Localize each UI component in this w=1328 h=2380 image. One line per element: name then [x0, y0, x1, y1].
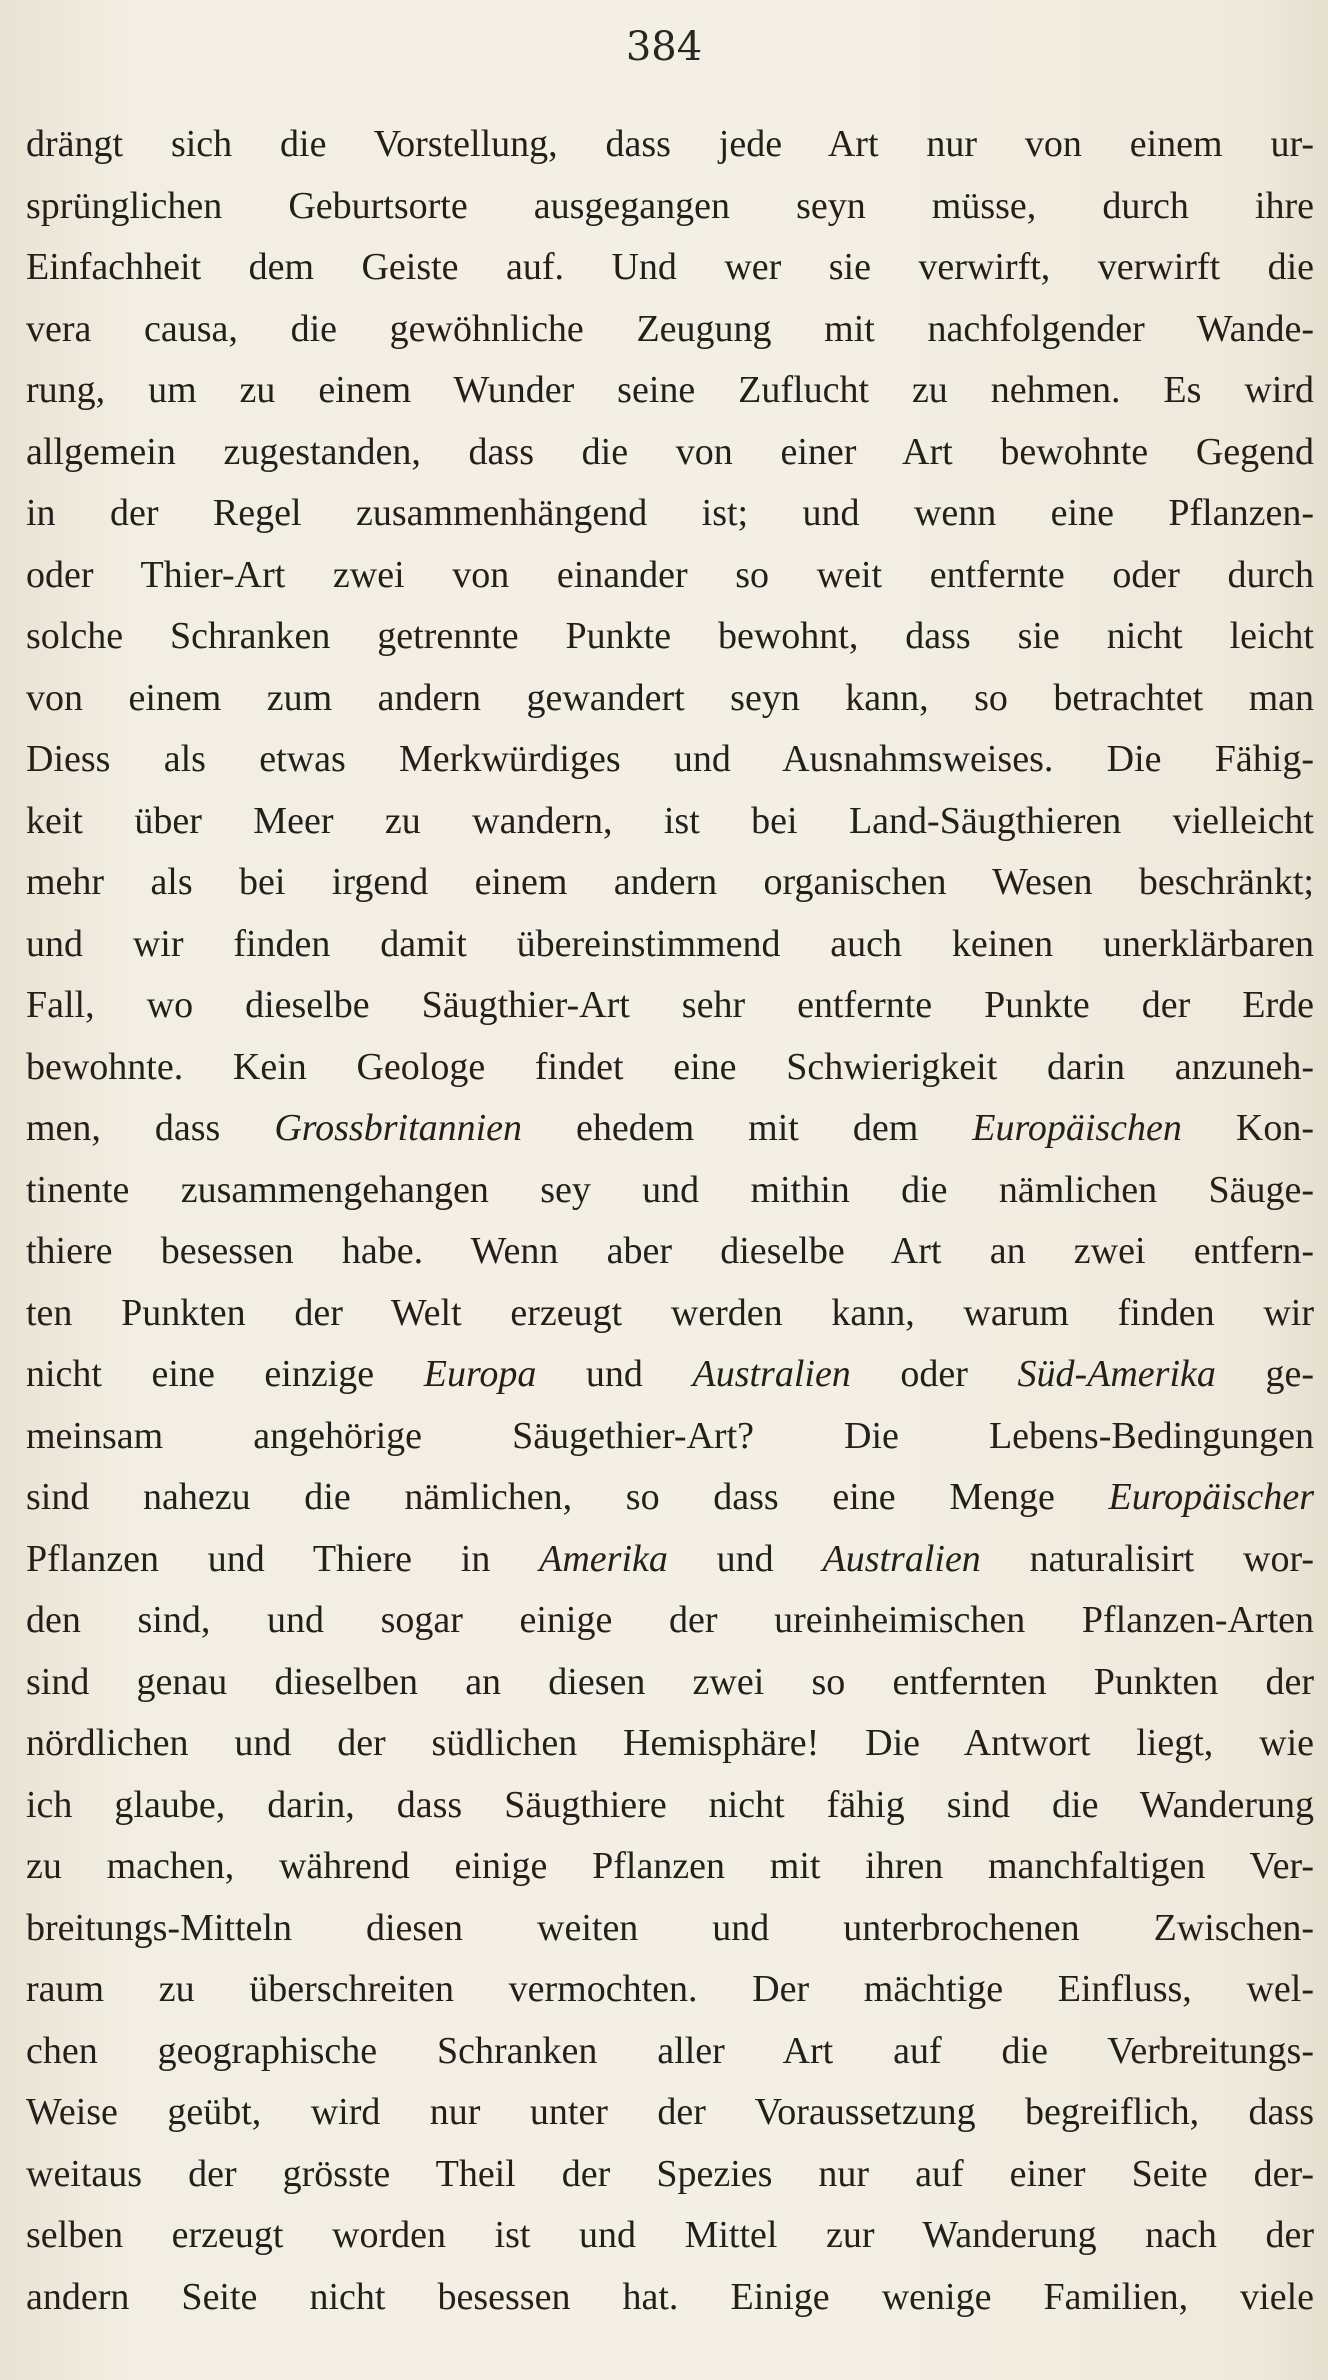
text-line — [26, 975, 1314, 1037]
text-segment: und — [667, 1537, 823, 1580]
text-segment: allgemein zugestanden, dass die von einer Art bewohnte Gegend — [26, 430, 1314, 473]
text-line — [26, 729, 1314, 791]
text-segment: Diess als etwas Merkwürdiges und Ausnahmsweises. Die Fähig- — [26, 738, 1314, 780]
text-line — [26, 1406, 1314, 1468]
text-line — [26, 2144, 1314, 2206]
text-segment: in der Regel zusammenhängend ist; und wenn eine Pflanzen- — [26, 492, 1314, 534]
text-segment: Fall, wo dieselbe Säugthier-Art sehr entfernte Punkte der Erde — [26, 984, 1314, 1026]
page-number: 384 — [625, 24, 703, 70]
text-segment: ich glaube, darin, dass Säugthiere nicht fähig sind die Wanderung — [26, 1783, 1314, 1826]
text-segment: Pflanzen und Thiere in — [26, 1537, 540, 1580]
text-line — [26, 422, 1314, 484]
italic-text: Europäischen — [972, 1107, 1182, 1149]
text-line — [26, 1467, 1314, 1529]
text-line — [26, 483, 1314, 545]
text-segment: mehr als bei irgend einem andern organischen Wesen beschränkt; — [26, 861, 1314, 903]
text-line — [26, 852, 1314, 914]
text-line — [26, 2082, 1314, 2144]
text-segment: weitaus der grösste Theil der Spezies nur auf einer Seite der- — [26, 2152, 1314, 2195]
text-segment: andern Seite nicht besessen hat. Einige wenige Familien, viele — [26, 2275, 1314, 2318]
text-segment: bewohnte. Kein Geologe findet eine Schwierigkeit darin anzuneh- — [26, 1045, 1314, 1088]
text-segment: Kon- — [1181, 1107, 1314, 1149]
italic-text: Grossbritannien — [274, 1107, 523, 1149]
text-segment: sprünglichen Geburtsorte ausgegangen seyn müsse, durch ihre — [26, 184, 1314, 227]
text-line — [26, 1590, 1314, 1652]
text-segment: solche Schranken getrennte Punkte bewohnt, dass sie nicht leicht — [26, 615, 1314, 657]
text-line — [26, 237, 1314, 299]
text-line — [26, 1959, 1314, 2021]
text-segment: raum zu überschreiten vermochten. Der mächtige Einfluss, wel- — [26, 1968, 1314, 2010]
text-segment: keit über Meer zu wandern, ist bei Land-Säugthieren vielleicht — [26, 799, 1314, 842]
text-line — [26, 2021, 1314, 2083]
text-segment: meinsam angehörige Säugethier-Art? Die Lebens-Bedingungen — [26, 1414, 1314, 1457]
text-segment: breitungs-Mitteln diesen weiten und unterbrochenen Zwischen- — [26, 1906, 1314, 1949]
text-line — [26, 1037, 1314, 1099]
text-line — [26, 668, 1314, 730]
text-line — [26, 1713, 1314, 1775]
italic-text: Amerika — [539, 1537, 668, 1580]
text-line — [26, 914, 1314, 976]
text-line — [26, 176, 1314, 238]
text-line — [26, 1098, 1314, 1160]
italic-text: Europäischer — [1108, 1476, 1314, 1518]
text-line — [26, 114, 1314, 176]
body-text — [26, 114, 1314, 2328]
text-segment: und — [536, 1353, 693, 1395]
text-line — [26, 1775, 1314, 1837]
italic-text: Australien — [822, 1537, 981, 1580]
text-line — [26, 545, 1314, 607]
text-line — [26, 1221, 1314, 1283]
text-segment: thiere besessen habe. Wenn aber dieselbe Art an zwei entfern- — [26, 1230, 1314, 1272]
text-line — [26, 1836, 1314, 1898]
text-segment: sind genau dieselben an diesen zwei so entfernten Punkten der — [26, 1660, 1314, 1703]
text-line — [26, 1652, 1314, 1714]
text-line — [26, 1344, 1314, 1406]
text-line — [26, 1898, 1314, 1960]
text-line — [26, 1529, 1314, 1591]
text-segment: men, dass — [26, 1107, 275, 1149]
text-line — [26, 360, 1314, 422]
text-line — [26, 791, 1314, 853]
italic-text: Süd-Amerika — [1017, 1353, 1216, 1395]
text-segment: nördlichen und der südlichen Hemisphäre! Die Antwort liegt, wie — [26, 1722, 1314, 1764]
text-segment: ten Punkten der Welt erzeugt werden kann, warum finden wir — [26, 1291, 1314, 1334]
text-segment: von einem zum andern gewandert seyn kann, so betrachtet man — [26, 676, 1314, 719]
text-segment: drängt sich die Vorstellung, dass jede Art nur von einem ur- — [26, 123, 1314, 165]
text-segment: oder Thier-Art zwei von einander so weit entfernte oder durch — [26, 553, 1314, 596]
text-segment: Weise geübt, wird nur unter der Voraussetzung begreiflich, dass — [26, 2091, 1314, 2133]
text-segment: tinente zusammengehangen sey und mithin die nämlichen Säuge- — [26, 1168, 1314, 1211]
text-segment: ehedem mit dem — [522, 1107, 973, 1149]
text-segment: selben erzeugt worden ist und Mittel zur Wanderung nach der — [26, 2214, 1314, 2256]
text-segment: oder — [850, 1353, 1018, 1395]
italic-text: Australien — [692, 1353, 851, 1395]
italic-text: Europa — [423, 1353, 537, 1395]
text-segment: rung, um zu einem Wunder seine Zuflucht zu nehmen. Es wird — [26, 369, 1314, 411]
text-line — [26, 2267, 1314, 2329]
text-line — [26, 2205, 1314, 2267]
text-segment: chen geographische Schranken aller Art auf die Verbreitungs- — [26, 2029, 1314, 2072]
text-segment: nicht eine einzige — [26, 1353, 424, 1395]
text-line — [26, 606, 1314, 668]
text-segment: den sind, und sogar einige der ureinheimischen Pflanzen-Arten — [26, 1599, 1314, 1641]
text-segment: vera causa, die gewöhnliche Zeugung mit nachfolgender Wande- — [26, 307, 1314, 350]
text-line — [26, 1160, 1314, 1222]
text-line — [26, 299, 1314, 361]
text-segment: Einfachheit dem Geiste auf. Und wer sie verwirft, verwirft die — [26, 246, 1314, 288]
text-line — [26, 1283, 1314, 1345]
text-segment: ge- — [1215, 1353, 1314, 1395]
text-segment: und wir finden damit übereinstimmend auch keinen unerklärbaren — [26, 922, 1314, 965]
text-segment: zu machen, während einige Pflanzen mit ihren manchfaltigen Ver- — [26, 1845, 1314, 1887]
text-segment: naturalisirt wor- — [980, 1537, 1314, 1580]
text-segment: sind nahezu die nämlichen, so dass eine Menge — [26, 1476, 1109, 1518]
